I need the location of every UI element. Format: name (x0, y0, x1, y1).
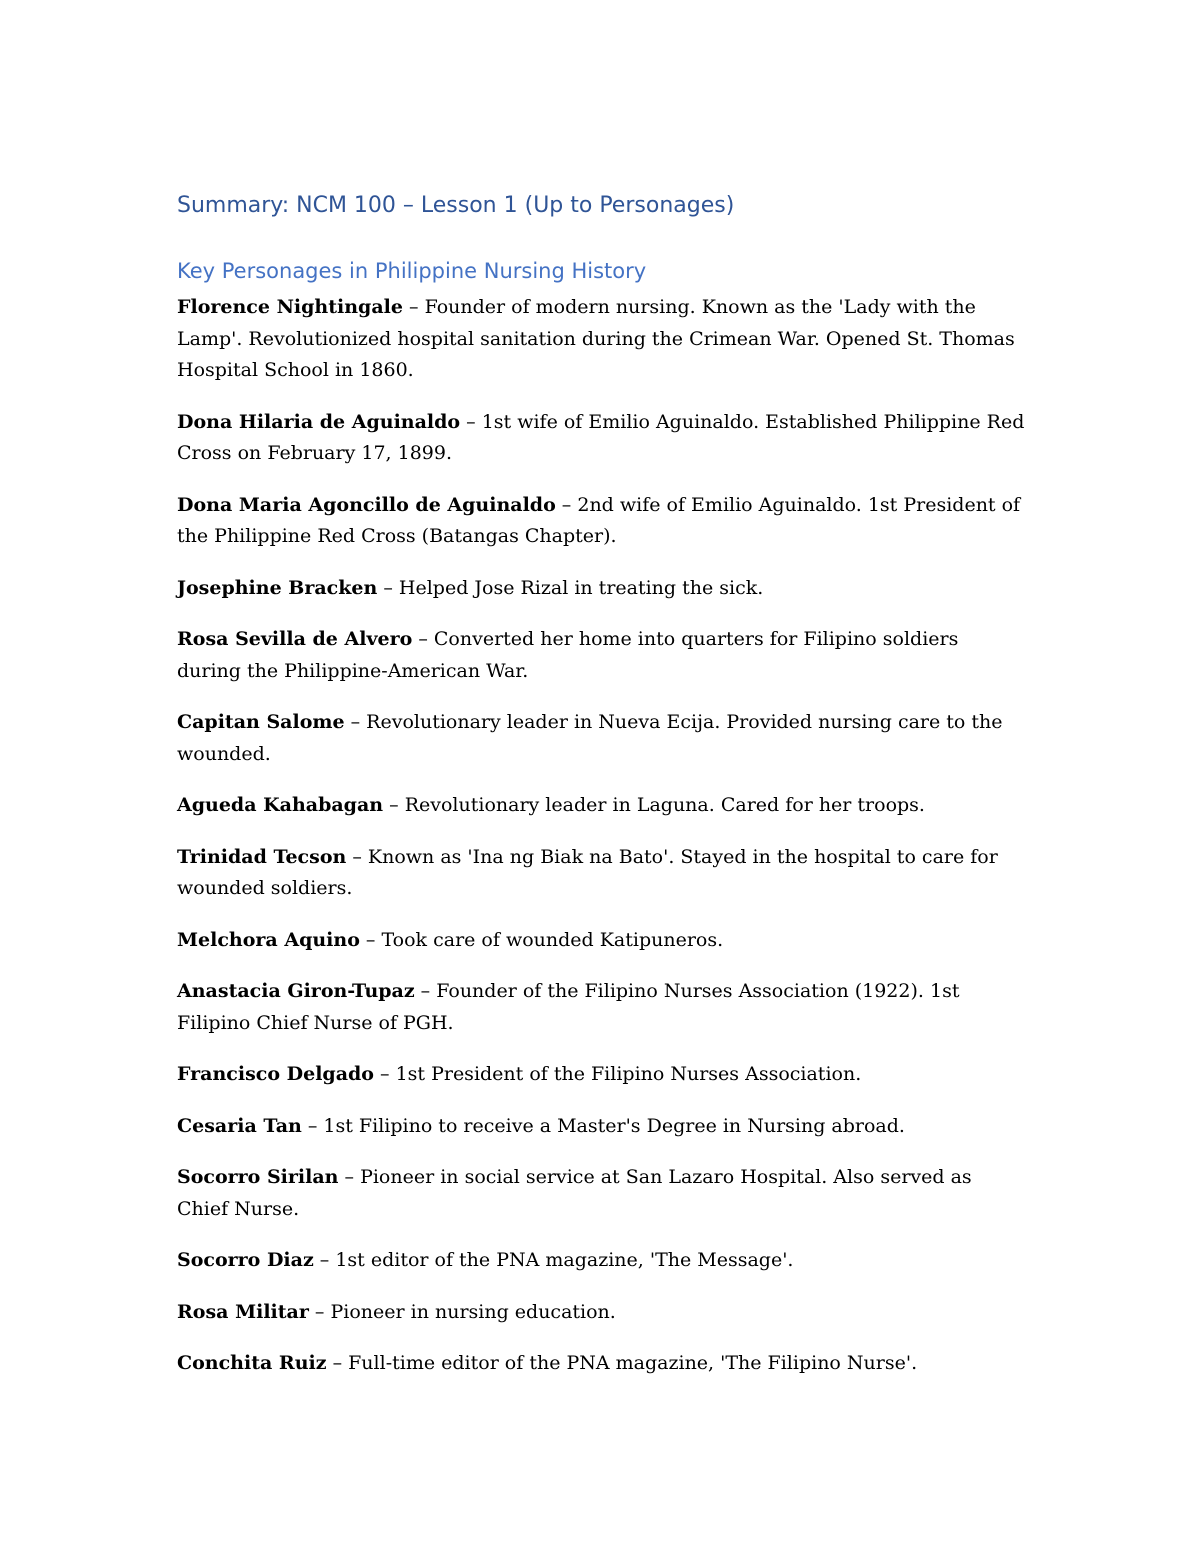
entry-description: Pioneer in nursing education. (330, 1300, 616, 1323)
entry-agueda-kahabagan (177, 790, 1027, 822)
entry-dash: – (308, 1300, 331, 1323)
entry-anastacia-giron-tupaz (177, 976, 1027, 1039)
entry-dash: – (344, 711, 367, 733)
entry-name: Rosa Militar (177, 1300, 309, 1323)
entry-description: Converted her home into quarters for Filipino soldiers during the Philippine-American War. (177, 628, 959, 682)
entry-description: Pioneer in social service at San Lazaro Hospital. Also served as Chief Nurse. (177, 1166, 972, 1220)
entry-description: Revolutionary leader in Laguna. Cared for her troops. (404, 794, 925, 816)
entry-description: 1st President of the Filipino Nurses Association. (395, 1063, 862, 1085)
entry-description: Founder of the Filipino Nurses Association (1922). 1st Filipino Chief Nurse of PGH. (177, 980, 960, 1034)
entry-dash: – (346, 845, 368, 868)
entry-florence-nightingale (177, 292, 1027, 387)
entry-dash: – (373, 1063, 396, 1085)
entry-name: Capitan Salome (177, 711, 345, 733)
entry-name: Dona Maria Agoncillo de Aguinaldo (177, 493, 556, 516)
entry-dash: – (412, 628, 434, 650)
entry-name: Socorro Diaz (177, 1249, 314, 1271)
entry-melchora-aquino (177, 925, 1027, 957)
entry-rosa-militar (177, 1297, 1027, 1329)
entry-name: Anastacia Giron-Tupaz (177, 980, 415, 1002)
entry-description: Full-time editor of the PNA magazine, 'The Filipino Nurse'. (348, 1352, 918, 1374)
entry-dash: – (377, 576, 399, 599)
entry-cesaria-tan (177, 1111, 1027, 1143)
entry-socorro-sirilan (177, 1162, 1027, 1225)
entry-description: Founder of modern nursing. Known as the 'Lady with the Lamp'. Revolutionized hospital sanitation during the Crimean War. Opened St. Thomas Hospital School in 1860. (177, 296, 1015, 381)
entry-name: Josephine Bracken (177, 576, 378, 599)
entry-maria-agoncillo-de-aguinaldo (177, 490, 1027, 553)
entry-description: Took care of wounded Katipuneros. (381, 928, 724, 951)
entry-name: Melchora Aquino (177, 928, 360, 951)
entry-name: Dona Hilaria de Aguinaldo (177, 410, 461, 433)
entry-josephine-bracken (177, 573, 1027, 605)
entry-dash: – (338, 1166, 361, 1188)
entry-dash: – (301, 1114, 324, 1137)
entry-name: Agueda Kahabagan (177, 794, 384, 816)
entry-trinidad-tecson (177, 842, 1027, 905)
entry-name: Trinidad Tecson (177, 845, 347, 868)
entry-name: Rosa Sevilla de Alvero (177, 628, 413, 650)
entry-description: 1st wife of Emilio Aguinaldo. Established Philippine Red Cross on February 17, 1899. (177, 410, 1025, 464)
entry-rosa-sevilla-de-alvero (177, 624, 1027, 687)
section-heading: Key Personages in Philippine Nursing History (177, 259, 647, 283)
entry-name: Cesaria Tan (177, 1114, 302, 1137)
document-title: Summary: NCM 100 – Lesson 1 (Up to Personages) (177, 193, 735, 218)
document-content (177, 190, 1027, 1400)
entry-description: 2nd wife of Emilio Aguinaldo. 1st President of the Philippine Red Cross (Batangas Chapter). (177, 493, 1021, 547)
entry-hilaria-de-aguinaldo (177, 407, 1027, 470)
entry-capitan-salome (177, 707, 1027, 770)
entry-dash: – (383, 794, 405, 816)
entry-description: Known as 'Ina ng Biak na Bato'. Stayed in the hospital to care for wounded soldiers. (177, 845, 998, 899)
entry-name: Socorro Sirilan (177, 1166, 339, 1188)
entry-name: Conchita Ruiz (177, 1352, 327, 1374)
entry-dash: – (359, 928, 382, 951)
entry-dash: – (460, 410, 482, 433)
entry-dash: – (555, 493, 578, 516)
entry-dash: – (402, 296, 425, 318)
entry-description: 1st editor of the PNA magazine, 'The Message'. (335, 1249, 794, 1271)
entry-dash: – (414, 980, 437, 1002)
entry-socorro-diaz (177, 1245, 1027, 1277)
entry-description: Revolutionary leader in Nueva Ecija. Provided nursing care to the wounded. (177, 711, 1003, 765)
entry-description: Helped Jose Rizal in treating the sick. (398, 576, 764, 599)
entry-name: Francisco Delgado (177, 1063, 374, 1085)
entry-conchita-ruiz (177, 1348, 1027, 1380)
entry-description: 1st Filipino to receive a Master's Degree in Nursing abroad. (323, 1114, 905, 1137)
entry-dash: – (313, 1249, 336, 1271)
entry-francisco-delgado (177, 1059, 1027, 1091)
entry-dash: – (326, 1352, 349, 1374)
entry-name: Florence Nightingale (177, 296, 403, 318)
